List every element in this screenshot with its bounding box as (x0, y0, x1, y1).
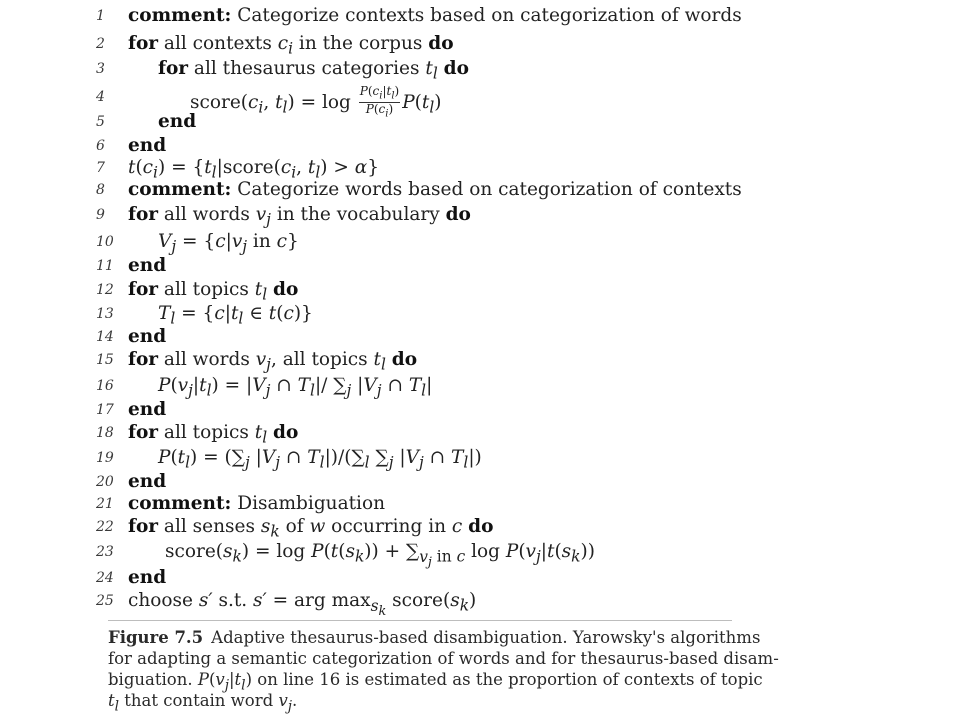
line-number: 20 (96, 474, 114, 490)
line-number: 15 (96, 352, 114, 368)
figure-caption: Figure 7.5 Adaptive thesaurus-based disambiguation. Yarowsky's algorithms for adapting a semantic categorization of words and for thesaurus-based disam- biguation. $P(v_j|t_l)$ on line 16 is estimated as the proportion of contexts of topic $t_l$ that contain word $v_j$. (108, 628, 779, 715)
line-text: end (128, 567, 167, 588)
line-text: $V_j = \{c|v_j$ in c} (158, 231, 299, 256)
line-number: 5 (96, 114, 105, 130)
line-text: $score(c_i$, $t_l) = \log$ $\frac{P(c_i|t_l)}{P(c_i)}$ $P(t_l)$ (190, 84, 442, 120)
line-number: 25 (96, 593, 114, 609)
line-text: $P(t_l) = (\sum_j$ $|V_j$ ∩ $T_l|)/(\sum_l$ $\sum_j$ $|V_j$ ∩ $T_l|$) (158, 447, 482, 472)
line-number: 17 (96, 402, 114, 418)
line-number: 22 (96, 519, 114, 535)
line-number: 23 (96, 544, 114, 560)
line-text: for all thesaurus categories $t_l$ do (158, 58, 469, 83)
line-text: $P(v_j|t_l) = |V_j$ ∩ $T_l|/$ $\sum_j$ $|V_j$ ∩ $T_l|$ (158, 375, 433, 400)
line-number: 2 (96, 36, 105, 52)
line-number: 10 (96, 234, 114, 250)
line-text: end (128, 135, 167, 156)
line-number: 24 (96, 570, 114, 586)
line-text: for all contexts $c_i$ in the corpus do (128, 33, 454, 58)
line-text: comment: Categorize words based on categorization of contexts (128, 179, 742, 200)
line-text: end (158, 111, 197, 132)
line-text: end (128, 471, 167, 492)
line-text: end (128, 326, 167, 347)
line-text: comment: Categorize contexts based on categorization of words (128, 5, 742, 26)
line-text: comment: Disambiguation (128, 493, 386, 514)
line-number: 21 (96, 496, 114, 512)
caption-divider (108, 620, 732, 621)
line-number: 6 (96, 138, 105, 154)
line-number: 11 (96, 258, 114, 274)
line-text: for all words $v_j$, all topics $t_l$ do (128, 349, 418, 374)
line-number: 13 (96, 306, 114, 322)
line-number: 1 (96, 8, 105, 24)
line-number: 14 (96, 329, 114, 345)
line-number: 9 (96, 207, 105, 223)
line-number: 19 (96, 450, 114, 466)
line-text: end (128, 399, 167, 420)
line-number: 3 (96, 61, 105, 77)
line-text: choose s′ s.t. s′ = arg $\max_{s_k}$ $score(s_k)$ (128, 590, 477, 619)
line-number: 7 (96, 160, 105, 176)
line-number: 12 (96, 282, 114, 298)
line-text: $t(c_i)$ = {$t_l|score(c_i$, $t_l) > \alpha$} (128, 157, 380, 182)
line-number: 16 (96, 378, 114, 394)
line-text: for all topics $t_l$ do (128, 279, 299, 304)
line-text: for all senses $s_k$ of w occurring in c do (128, 516, 494, 541)
line-text: $T_l = \{c|t_l$ ∈ t(c)} (158, 303, 313, 328)
line-number: 18 (96, 425, 114, 441)
line-number: 8 (96, 182, 105, 198)
line-number: 4 (96, 89, 105, 105)
line-text: end (128, 255, 167, 276)
line-text: $score(s_k) = \log P(t(s_k)) + \sum_{v_j in c}$ $\log P(v_j|t(s_k))$ (165, 541, 595, 570)
figure-label: Figure 7.5 (108, 628, 204, 647)
line-text: for all words $v_j$ in the vocabulary do (128, 204, 471, 229)
line-text: for all topics $t_l$ do (128, 422, 299, 447)
